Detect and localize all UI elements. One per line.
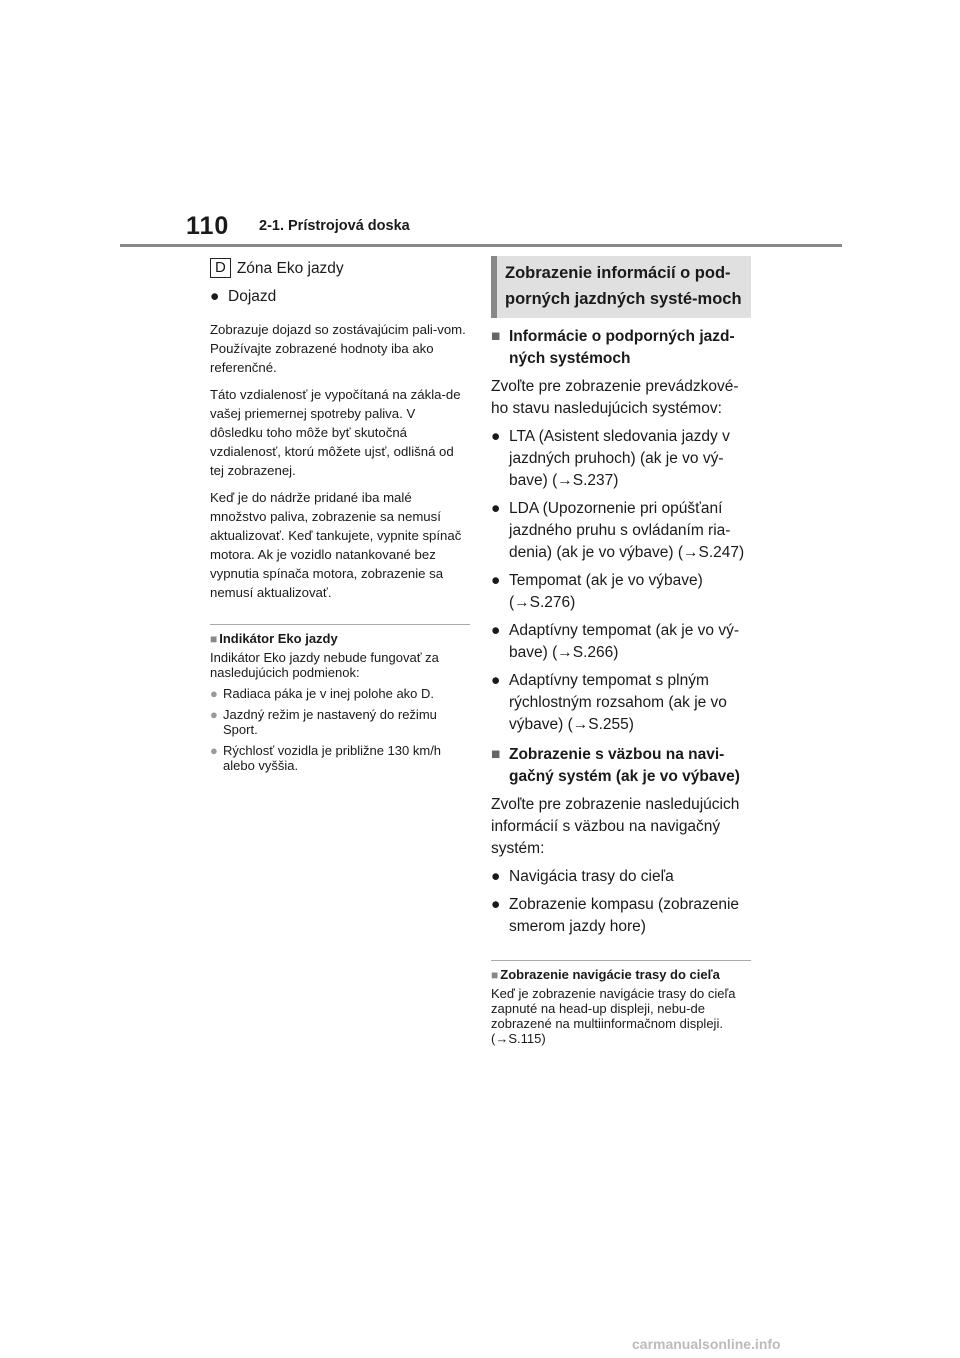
right-column xyxy=(491,256,751,1052)
topic-box: Zobrazenie informácií o pod-porných jazdných systé-moch xyxy=(491,256,751,318)
square-icon: ■ xyxy=(210,632,218,646)
paragraph: Zvoľte pre zobrazenie nasledujúcich informácií s väzbou na navigačný systém: xyxy=(491,796,740,857)
section-title: 2-1. Prístrojová doska xyxy=(259,218,410,234)
page-header xyxy=(0,0,960,250)
paragraph: Zvoľte pre zobrazenie prevádzkové-ho stavu nasledujúcich systémov: xyxy=(491,378,739,417)
square-icon: ■ xyxy=(491,328,501,345)
subheading-text: Zobrazenie s väzbou na navi-gačný systém (ak je vo výbave) xyxy=(509,746,740,785)
subheading xyxy=(491,744,751,788)
list-item-text: Adaptívny tempomat s plným rýchlostným rozsahom (ak je vo výbave) (→S.255) xyxy=(509,672,727,733)
paragraph: Zobrazuje dojazd so zostávajúcim pali-vom. Používajte zobrazené hodnoty iba ako referenčné. xyxy=(210,322,466,375)
bullet-icon: ● xyxy=(491,622,501,639)
bullet-icon: ● xyxy=(491,500,501,517)
divider xyxy=(491,960,751,961)
list-item xyxy=(491,426,751,492)
paragraph: Táto vzdialenosť je vypočítaná na zákla-de vašej priemernej spotreby paliva. V dôsledku toho môže byť skutočná vzdialenosť, ktorú môžete ujsť, odlišná od tej zobrazenej. xyxy=(210,387,461,478)
square-icon: ■ xyxy=(491,968,499,982)
list-item-text: Tempomat (ak je vo výbave) (→S.276) xyxy=(509,572,703,611)
list-item xyxy=(491,894,751,938)
bullet-icon: ● xyxy=(491,868,501,885)
paragraph: Keď je zobrazenie navigácie trasy do cieľa zapnuté na head-up displeji, nebu-de zobrazené na multiinformačnom displeji. (→S.115) xyxy=(491,986,736,1046)
list-item xyxy=(491,570,751,614)
bullet-text: Dojazd xyxy=(228,288,277,305)
bullet-icon: ● xyxy=(210,288,220,305)
subheading xyxy=(491,967,751,982)
left-column xyxy=(210,256,470,779)
list-item xyxy=(491,498,751,564)
bullet-icon: ● xyxy=(210,743,218,758)
divider xyxy=(210,624,470,625)
subheading-text: Zobrazenie navigácie trasy do cieľa xyxy=(500,967,720,982)
list-item-text: LTA (Asistent sledovania jazdy v jazdných pruhoch) (ak je vo vý-bave) (→S.237) xyxy=(509,428,730,489)
paragraph: Indikátor Eko jazdy nebude fungovať za nasledujúcich podmienok: xyxy=(210,650,439,680)
bullet-icon: ● xyxy=(491,896,501,913)
subheading xyxy=(210,631,470,646)
header-rule xyxy=(120,244,842,247)
list-item-text: Zobrazenie kompasu (zobrazenie smerom jazdy hore) xyxy=(509,896,740,935)
page-number: 110 xyxy=(186,212,230,240)
list-item-text: Navigácia trasy do cieľa xyxy=(509,868,674,885)
subheading-text: Indikátor Eko jazdy xyxy=(219,631,338,646)
watermark: carmanualsonline.info xyxy=(632,1336,781,1352)
list-item xyxy=(491,620,751,664)
bullet-icon: ● xyxy=(491,572,501,589)
list-item xyxy=(210,707,470,737)
paragraph: Keď je do nádrže pridané iba malé množstvo paliva, zobrazenie sa nemusí aktualizovať. Keď tankujete, vypnite spínač motora. Ak je vozidlo natankované bez vypnutia spínača motora, zobrazenie sa nemusí aktualizovať. xyxy=(210,490,462,600)
zone-heading xyxy=(210,258,470,278)
bullet-icon: ● xyxy=(491,428,501,445)
square-icon: ■ xyxy=(491,746,501,763)
bullet-icon: ● xyxy=(210,707,218,722)
list-item xyxy=(210,686,470,701)
subheading xyxy=(491,326,751,370)
bullet-icon: ● xyxy=(491,672,501,689)
bullet-icon: ● xyxy=(210,686,218,701)
bullet-item xyxy=(210,288,470,306)
list-item-text: LDA (Upozornenie pri opúšťaní jazdného pruhu s ovládaním ria-denia) (ak je vo výbave) (→S.247) xyxy=(509,500,745,561)
list-item xyxy=(210,743,470,773)
list-item-text: Jazdný režim je nastavený do režimu Sport. xyxy=(223,707,437,737)
subheading-text: Informácie o podporných jazd-ných systémoch xyxy=(509,328,735,367)
list-item-text: Rýchlosť vozidla je približne 130 km/h alebo vyššia. xyxy=(223,743,442,773)
callout-label: D xyxy=(210,258,231,278)
list-item-text: Radiaca páka je v inej polohe ako D. xyxy=(223,686,435,701)
list-item xyxy=(491,670,751,736)
list-item-text: Adaptívny tempomat (ak je vo vý-bave) (→S.266) xyxy=(509,622,740,661)
zone-title: Zóna Eko jazdy xyxy=(236,260,344,277)
list-item xyxy=(491,866,751,888)
